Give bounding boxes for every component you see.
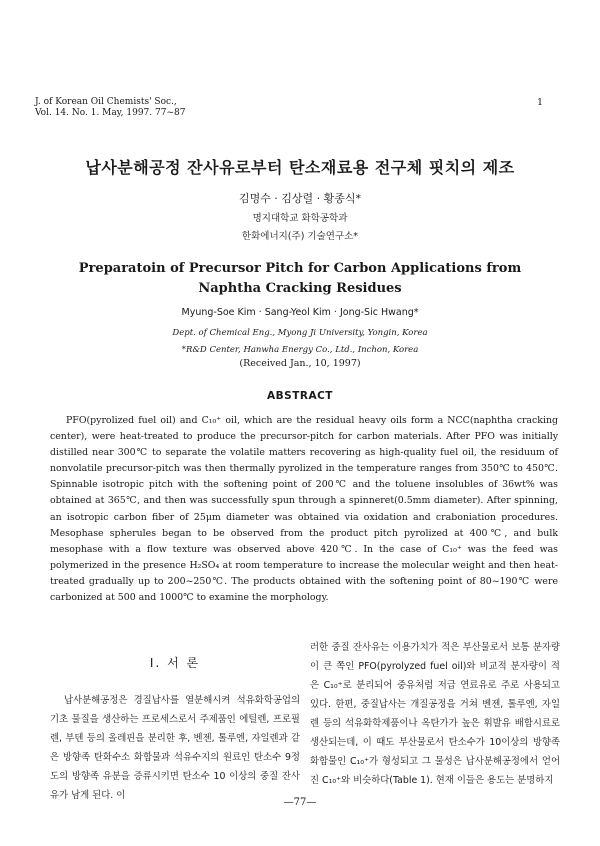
paper-title-english (0, 259, 600, 299)
authors-english: Myung-Soe Kim · Sang-Yeol Kim · Jong-Sic Hwang* (181, 307, 419, 318)
footer-page-number: —77— (283, 797, 317, 808)
affiliation-english-1: Dept. of Chemical Eng., Myong Ji University, Yongin, Korea (172, 328, 428, 338)
body-column-right (310, 638, 560, 790)
body-paragraph-right: 러한 중질 잔사유는 이용가치가 적은 부산물로서 보통 분자량이 큰 쪽인 PFO(pyrolyzed fuel oil)와 비교적 분자량이 적은 C₁₀⁺로 분리되어 중유처럼 저급 연료유로 주로 사용되고 있다. 한편, 중질납사는 개질공정을 거쳐 벤젠, 톨루엔, 자일렌 등의 석유화학제품이나 옥탄가가 높은 휘발유 배합시료로 생산되는데, 이 때도 부산물로서 탄소수가 10이상의 방향족 화합물인 C₁₀⁺가 형성되고 그 물성은 납사분해공정에서 얻어진 C₁₀⁺와 비슷하다(Table 1). 현재 이들은 용도는 분명하지 (310, 642, 560, 786)
header-page-number: 1 (537, 97, 544, 108)
journal-citation (35, 97, 185, 119)
received-date: (Received Jan., 10, 1997) (239, 358, 361, 369)
paper-title-korean: 납사분해공정 잔사유로부터 탄소재료용 전구체 핏치의 제조 (85, 158, 515, 177)
body-column-left (50, 638, 300, 805)
affiliation-korean-2: 한화에너지(주) 기술연구소* (241, 231, 359, 242)
affiliation-korean-1: 명지대학교 화학공학과 (252, 213, 348, 224)
affiliations-english (0, 325, 600, 359)
authors-korean: 김명수 · 김상렬 · 황종식* (238, 192, 362, 205)
title-english-line-1: Preparatoin of Precursor Pitch for Carbon Applications from (78, 261, 522, 276)
abstract-heading: ABSTRACT (267, 390, 333, 402)
abstract-text: PFO(pyrolized fuel oil) and C₁₀⁺ oil, which are the residual heavy oils form a NCC(naphtha cracking center), were heat-treated to produce the precursor-pitch for carbon materials. After PFO was initially distilled near 300℃ to separate the volatile matters recovering as high-quality fuel oil, the residuum of nonvolatile precursor-pitch was then thermally pyrolized in the temperature ranges from 350℃ to 450℃. Spinnable isotropic pitch with the softening point of 200℃ and the toluene insolubles of 36wt% was obtained at 365℃, and then was successfully spun through a spinneret(0.5mm diameter). After spinning, an isotropic carbon fiber of 25μm diameter was obtained via oxidation and craboniation procedures. Mesophase spherules began to be observed from the product pitch pyrolized at 400℃, and bulk mesophase with a flow texture was observed above 420℃. In the case of C₁₀⁺ was the feed was polymerized in the presence H₂SO₄ at room temperature to increase the molecular weight and then heat-treated gradually up to 200~250℃. The products obtained with the softening point of 80~190℃ were carbonized at 500 and 1000℃ to examine the morphology. (50, 415, 558, 604)
affiliation-english-2: *R&D Center, Hanwha Energy Co., Ltd., Inchon, Korea (181, 345, 419, 355)
affiliations-korean (0, 210, 600, 246)
journal-line-2: Vol. 14. No. 1. May, 1997. 77~87 (35, 108, 186, 118)
journal-line-1: J. of Korean Oil Chemists' Soc., (35, 97, 177, 107)
section-heading-introduction: I. 서 론 (149, 656, 201, 670)
body-paragraph-left: 납사분해공정은 경질납사를 열분해시켜 석유화학공업의 기초 물질을 생산하는 프로세스로서 주제품인 에틸렌, 프로필렌, 부텐 등의 올레핀을 분리한 후, 벤젠, 톨루엔, 자일렌과 같은 방향족 탄화수소 화합물과 석유수지의 원료인 탄소수 9정도의 방향족 유분을 증류시키면 탄소수 10 이상의 중질 잔사유가 남게 된다. 이 (50, 695, 300, 801)
title-english-line-2: Naphtha Cracking Residues (198, 281, 402, 296)
